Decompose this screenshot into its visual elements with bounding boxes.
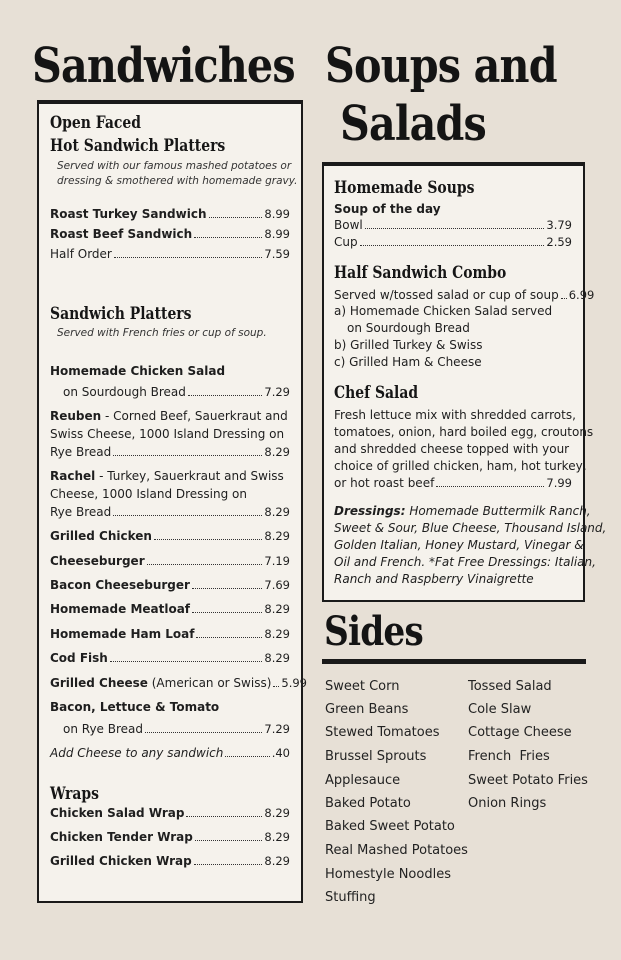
menu-item: Homemade Ham Loaf 8.29 [50,627,290,641]
menu-item: or hot roast beef 7.99 [334,476,572,490]
chicken-salad-line1: Homemade Chicken Salad [50,364,226,378]
open-faced-desc-1: Served with our famous mashed potatoes or [57,160,292,172]
dressings-line: Golden Italian, Honey Mustard, Vinegar & [334,538,584,552]
side-item: Brussel Sprouts [325,749,427,764]
blt-line1: Bacon, Lettuce & Tomato [50,700,220,714]
combo-option-c: c) Grilled Ham & Cheese [334,355,482,369]
hot-sandwich-platters-title: Hot Sandwich Platters [50,136,226,156]
soup-of-the-day: Soup of the day [334,202,441,216]
side-item: Cole Slaw [468,702,532,717]
side-item: Green Beans [325,702,409,717]
add-cheese-note: Add Cheese to any sandwich .40 [50,746,290,760]
sandwich-platters-title: Sandwich Platters [50,304,192,324]
side-item: Baked Potato [325,796,411,811]
menu-item: Cup 2.59 [334,235,572,249]
sandwich-platters-desc: Served with French fries or cup of soup. [57,327,267,339]
chef-salad-desc: Fresh lettuce mix with shredded carrots, [334,408,576,422]
menu-item: Roast Beef Sandwich 8.99 [50,227,290,241]
side-item: Real Mashed Potatoes [325,843,468,858]
soups-salads-heading-line1: Soups and [325,38,557,94]
menu-item: Rye Bread 8.29 [50,445,290,459]
sides-divider [322,659,586,664]
side-item: Cottage Cheese [468,725,572,740]
wraps-title: Wraps [50,784,100,804]
side-item: Onion Rings [468,796,547,811]
side-item: Baked Sweet Potato [325,819,455,834]
combo-option-a-2: on Sourdough Bread [347,321,470,335]
chef-salad-desc: tomatoes, onion, hard boiled egg, croutons [334,425,594,439]
reuben-line1: Reuben - Corned Beef, Sauerkraut and [50,409,288,423]
menu-item: Bowl 3.79 [334,218,572,232]
combo-option-a: a) Homemade Chicken Salad served [334,304,553,318]
side-item: Sweet Corn [325,679,400,694]
side-item: Stewed Tomatoes [325,725,440,740]
menu-item: Homemade Meatloaf 8.29 [50,602,290,616]
menu-item: Rye Bread 8.29 [50,505,290,519]
menu-item: Cod Fish 8.29 [50,651,290,665]
rachel-line1: Rachel - Turkey, Sauerkraut and Swiss [50,469,284,483]
menu-item: Cheeseburger 7.19 [50,554,290,568]
menu-item: on Rye Bread 7.29 [63,722,290,736]
side-item: Stuffing [325,890,376,905]
side-item: Tossed Salad [468,679,552,694]
soups-salads-heading-line2: Salads [340,96,486,152]
open-faced-title: Open Faced [50,113,142,133]
dressings-line: Dressings: Homemade Buttermilk Ranch, [334,504,591,518]
side-item: Applesauce [325,773,401,788]
chef-salad-title: Chef Salad [334,383,419,403]
menu-item: Grilled Chicken Wrap 8.29 [50,854,290,868]
menu-item: Grilled Chicken 8.29 [50,529,290,543]
half-sandwich-combo-title: Half Sandwich Combo [334,263,507,283]
dressings-line: Ranch and Raspberry Vinaigrette [334,572,534,586]
menu-item: Grilled Cheese (American or Swiss) 5.99 [50,676,307,690]
combo-option-b: b) Grilled Turkey & Swiss [334,338,483,352]
menu-item: Chicken Tender Wrap 8.29 [50,830,290,844]
sandwiches-heading: Sandwiches [32,38,295,94]
sides-heading: Sides [324,608,423,655]
menu-item: Roast Turkey Sandwich 8.99 [50,207,290,221]
menu-item: on Sourdough Bread 7.29 [63,385,290,399]
combo-served: Served w/tossed salad or cup of soup 6.99 [334,288,595,302]
homemade-soups-title: Homemade Soups [334,178,475,198]
open-faced-desc-2: dressing & smothered with homemade gravy. [57,175,298,187]
side-item: Sweet Potato Fries [468,773,588,788]
side-item: Homestyle Noodles [325,867,451,882]
dressings-line: Oil and French. *Fat Free Dressings: Italian, [334,555,596,569]
dressings-line: Sweet & Sour, Blue Cheese, Thousand Island, [334,521,607,535]
chef-salad-desc: choice of grilled chicken, ham, hot turkey, [334,459,587,473]
rachel-line2: Cheese, 1000 Island Dressing on [50,487,247,501]
reuben-line2: Swiss Cheese, 1000 Island Dressing on [50,427,285,441]
menu-item: Bacon Cheeseburger 7.69 [50,578,290,592]
menu-item: Half Order 7.59 [50,247,290,261]
side-item: French Fries [468,749,550,764]
menu-item: Chicken Salad Wrap 8.29 [50,806,290,820]
chef-salad-desc: and shredded cheese topped with your [334,442,570,456]
